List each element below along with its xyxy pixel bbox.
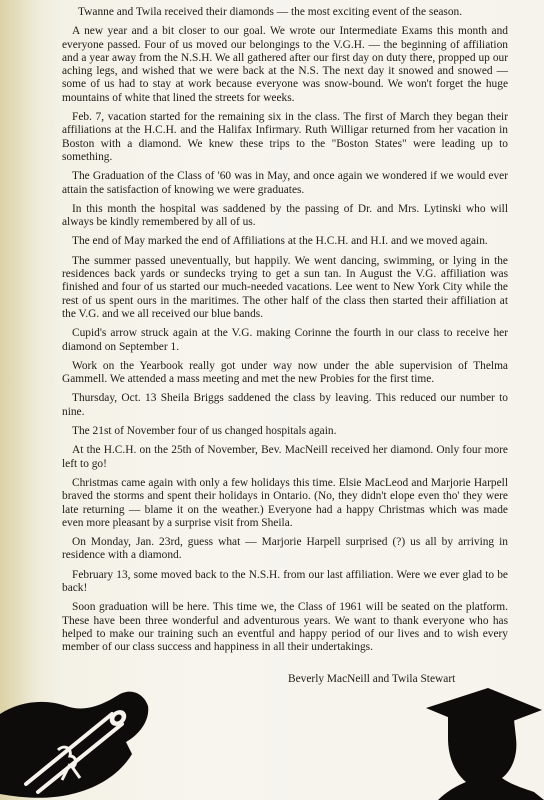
paragraph-5: In this month the hospital was saddened by the passing of Dr. and Mrs. Lytinski who will always be kindly remembered by all of us. bbox=[62, 202, 508, 229]
graduate-silhouette-icon bbox=[418, 674, 544, 800]
paragraph-13: Christmas came again with only a few holidays this time. Elsie MacLeod and Marjorie Harpell braved the storms and spent their holidays in Ontario. (No, they didn't elope even tho' they were late returning — blame it on the weather.) Everyone had a happy Christmas which was made even more pleasant by a surprise visit from Sheila. bbox=[62, 476, 508, 529]
paragraph-8: Cupid's arrow struck again at the V.G. making Corinne the fourth in our class to receive her diamond on September 1. bbox=[62, 327, 508, 353]
paragraph-3: Feb. 7, vacation started for the remaining six in the class. The first of March they began their affiliations at the H.C.H. and the Halifax Infirmary. Ruth Willigar returned from her vacation in Boston with a diamond. We knew these trips to the "Boston States" were leading up to something. bbox=[62, 111, 508, 163]
signature-authors: Beverly MacNeill and Twila Stewart bbox=[288, 673, 456, 685]
paragraph-15: February 13, some moved back to the N.S.H. from our last affiliation. Were we ever glad to be back! bbox=[62, 568, 508, 594]
paragraph-4: The Graduation of the Class of '60 was in May, and once again we wondered if we would ever attain the satisfaction of knowing we were graduates. bbox=[62, 170, 508, 196]
paragraph-10: Thursday, Oct. 13 Sheila Briggs saddened the class by leaving. This reduced our number to nine. bbox=[62, 392, 508, 418]
diploma-scroll-icon bbox=[0, 676, 150, 800]
paragraph-9: Work on the Yearbook really got under way now under the able supervision of Thelma Gammell. We attended a mass meeting and met the new Probies for the first time. bbox=[62, 359, 508, 386]
paragraph-7: The summer passed uneventually, but happily. We went dancing, swimming, or lying in the residences back yards or sundecks trying to get a sun tan. In August the V.G. affiliation was finished and four of us started our much-needed vacations. Lee went to New York City while the rest of us spent ours in the maritimes. The other half of the class then started their affiliation at the V.G. and we all received our blue bands. bbox=[62, 254, 508, 320]
paragraph-2: A new year and a bit closer to our goal. We wrote our Intermediate Exams this month and everyone passed. Four of us moved our belongings to the V.G.H. — the beginning of affiliation and a year away from the N.S.H. We all gathered after our first day on duty there, propped up our aching legs, and wished that we were back at the N.S. The next day it snowed and snowed — some of us had to stay at work because everyone was snow-bound. We won't forget the huge mountains of white that lined the streets for weeks. bbox=[62, 25, 508, 104]
paragraph-11: The 21st of November four of us changed hospitals again. bbox=[72, 425, 337, 438]
paragraph-12: At the H.C.H. on the 25th of November, Bev. MacNeill received her diamond. Only four more left to go! bbox=[62, 444, 508, 470]
class-history-text bbox=[62, 6, 508, 660]
paragraph-14: On Monday, Jan. 23rd, guess what — Marjorie Harpell surprised (?) us all by arriving in residence with a diamond. bbox=[62, 536, 508, 562]
paragraph-16: Soon graduation will be here. This time we, the Class of 1961 will be seated on the platform. These have been three wonderful and adventurous years. We want to thank everyone who has helped to make our training such an eventful and happy period of our lives and to wish every member of our class success and happiness in all their undertakings. bbox=[62, 601, 508, 654]
paragraph-1: Twanne and Twila received their diamonds — the most exciting event of the season. bbox=[78, 6, 463, 18]
paragraph-6: The end of May marked the end of Affiliations at the H.C.H. and H.I. and we moved again. bbox=[72, 235, 488, 248]
